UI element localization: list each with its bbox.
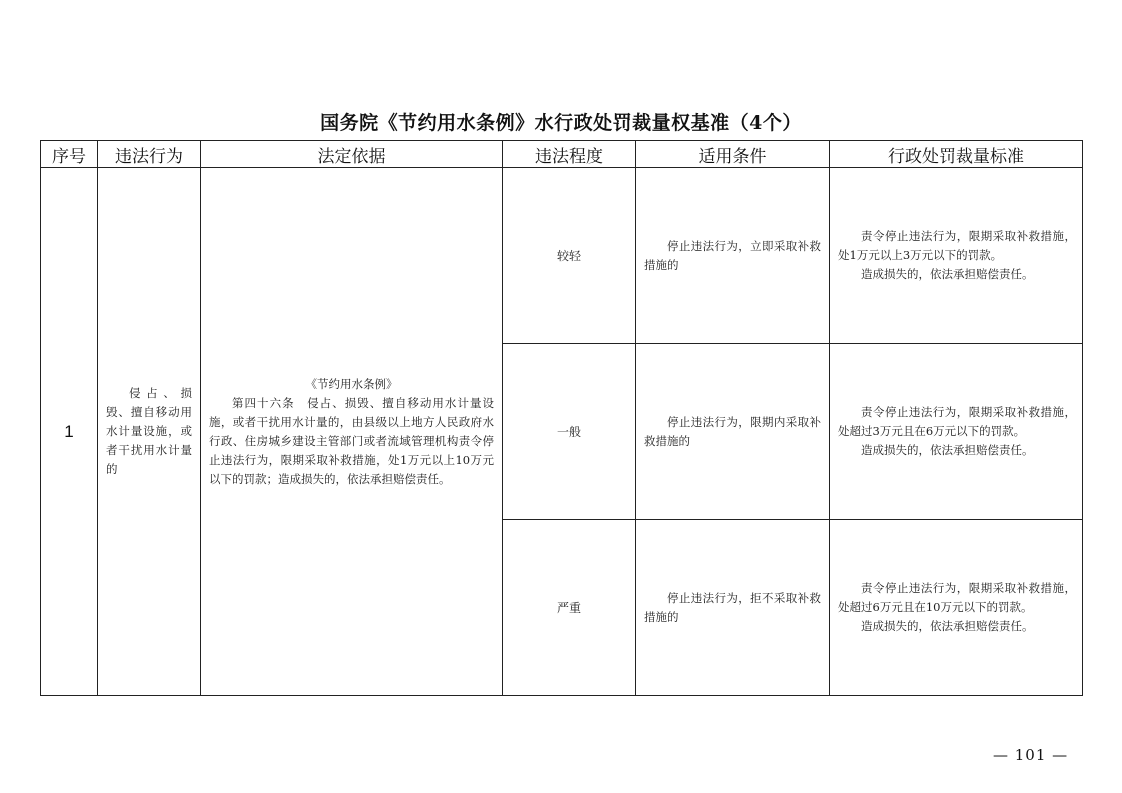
- header-legal-basis: 法定依据: [201, 141, 503, 168]
- degree-general: 一般: [503, 344, 636, 520]
- degree-light: 较轻: [503, 168, 636, 344]
- condition-text: 停止违法行为，拒不采取补救措施的: [644, 590, 821, 624]
- header-violation: 违法行为: [98, 141, 201, 168]
- basis-text: 第四十六条 侵占、损毁、擅自移动用水计量设施，或者干扰用水计量的，由县级以上地方人民政府水行政、住房城乡建设主管部门或者流域管理机构责令停止违法行为，限期采取补救措施，处1万元以上10万元以下的罚款；造成损失的，依法承担赔偿责任。: [209, 395, 494, 486]
- standard-general: [830, 344, 1083, 520]
- entry-index: 1: [41, 168, 98, 696]
- header-condition: 适用条件: [636, 141, 830, 168]
- standard-serious: [830, 520, 1083, 696]
- document-title: 国务院《节约用水条例》水行政处罚裁量权基准（4个）: [320, 112, 802, 134]
- header-degree: 违法程度: [503, 141, 636, 168]
- standard-text: 责令停止违法行为，限期采取补救措施，处1万元以上3万元以下的罚款。: [838, 229, 1076, 262]
- standard-text: 责令停止违法行为，限期采取补救措施，处超过6万元且在10万元以下的罚款。: [838, 581, 1076, 614]
- violation-text: 侵占、损毁、擅自移动用水计量设施，或者干扰用水计量的: [106, 386, 192, 476]
- entry-violation: [98, 168, 201, 696]
- liability-text: 造成损失的，依法承担赔偿责任。: [861, 443, 1034, 457]
- standard-text: 责令停止违法行为，限期采取补救措施，处超过3万元且在6万元以下的罚款。: [838, 405, 1076, 438]
- condition-serious: [636, 520, 830, 696]
- condition-general: [636, 344, 830, 520]
- basis-heading: 《节约用水条例》: [305, 376, 398, 391]
- header-standard: 行政处罚裁量标准: [830, 141, 1083, 168]
- standard-light: [830, 168, 1083, 344]
- condition-light: [636, 168, 830, 344]
- penalty-discretion-table: [40, 140, 1083, 696]
- condition-text: 停止违法行为，限期内采取补救措施的: [644, 414, 821, 448]
- entry-legal-basis: [201, 168, 503, 696]
- header-index: 序号: [41, 141, 98, 168]
- table-row: [41, 168, 1083, 344]
- condition-text: 停止违法行为，立即采取补救措施的: [644, 238, 821, 272]
- degree-serious: 严重: [503, 520, 636, 696]
- table-header-row: [41, 141, 1083, 168]
- liability-text: 造成损失的，依法承担赔偿责任。: [861, 619, 1034, 633]
- liability-text: 造成损失的，依法承担赔偿责任。: [861, 267, 1034, 281]
- page-number: — 101 —: [993, 746, 1069, 764]
